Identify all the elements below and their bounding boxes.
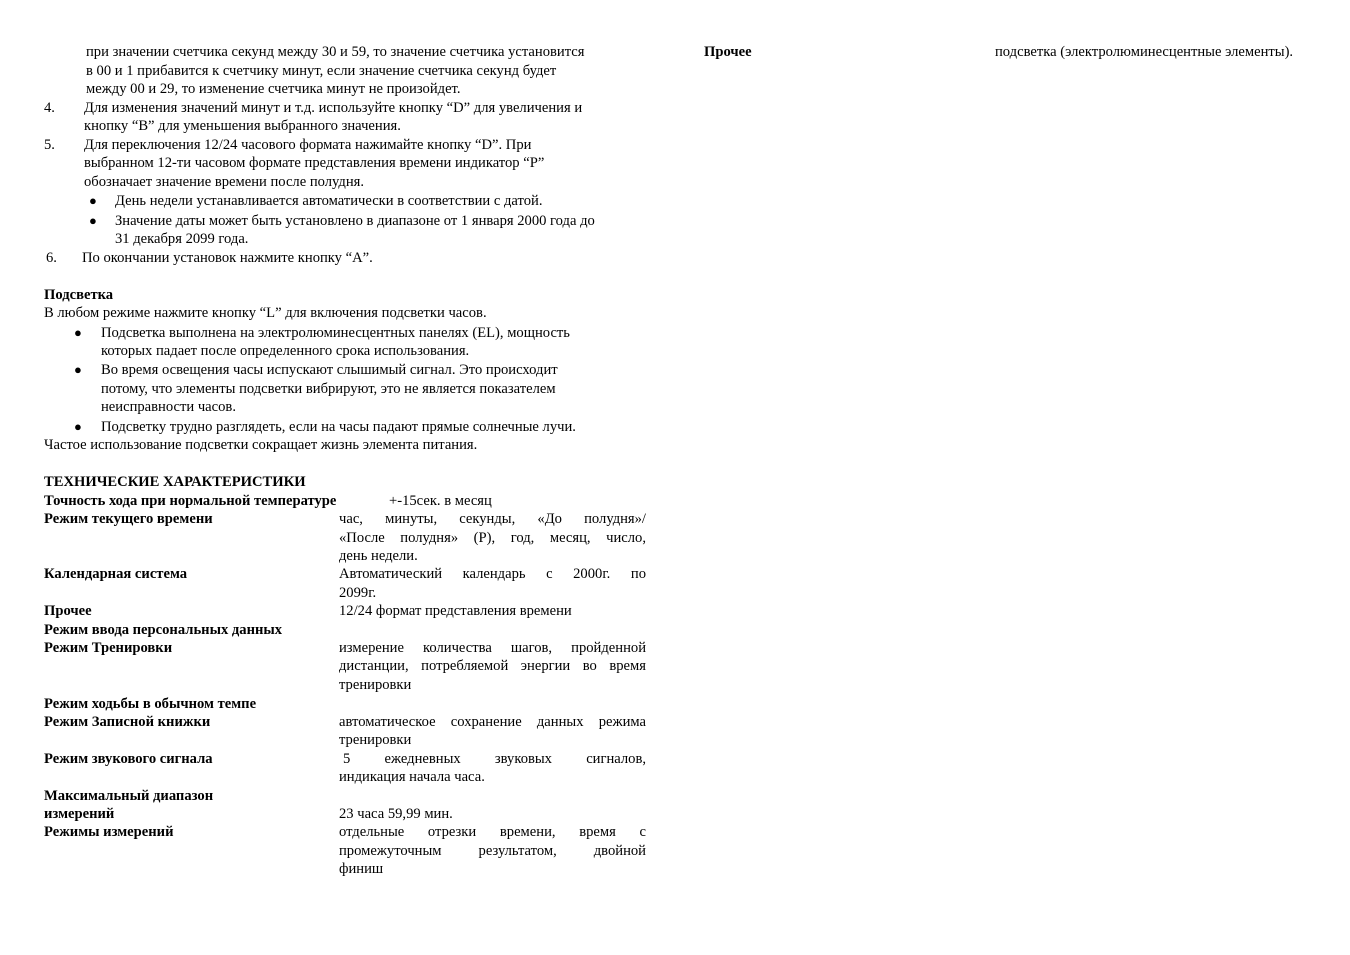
spec-value: +-15сек. в месяц [389, 493, 492, 509]
spec-value: отдельные отрезки времени, время с [339, 824, 646, 840]
bullet-dot: ● [89, 213, 97, 228]
step-line: Для переключения 12/24 часового формата нажимайте кнопку “D”. При [84, 137, 532, 153]
bullet-line: Во время освещения часы испускают слышимый сигнал. Это происходит [101, 362, 558, 378]
spec-label: Прочее [704, 44, 752, 60]
backlight-intro: В любом режиме нажмите кнопку “L” для включения подсветки часов. [44, 305, 487, 321]
step-line: кнопку “B” для уменьшения выбранного значения. [84, 118, 401, 134]
bullet-line: День недели устанавливается автоматически в соответствии с датой. [115, 193, 543, 209]
spec-value: дистанции, потребляемой энергии во время [339, 658, 646, 674]
section-title-backlight: Подсветка [44, 287, 114, 303]
spec-value: измерение количества шагов, пройденной [339, 640, 646, 656]
spec-value: финиш [339, 861, 384, 877]
bullet-line: неисправности часов. [101, 399, 236, 415]
spec-label: Режим ввода персональных данных [44, 622, 283, 638]
bullet-dot: ● [74, 362, 82, 377]
bullet-line: потому, что элементы подсветки вибрируют, это не является показателем [101, 381, 556, 397]
step-number: 6. [46, 250, 57, 266]
spec-value: промежуточным результатом, двойной [339, 843, 646, 859]
step-line: Для изменения значений минут и т.д. используйте кнопку “D” для увеличения и [84, 100, 583, 116]
spec-label: Прочее [44, 603, 92, 619]
spec-label: Календарная система [44, 566, 188, 582]
bullet-dot: ● [74, 419, 82, 434]
step-number: 4. [44, 100, 55, 116]
bullet-dot: ● [74, 325, 82, 340]
spec-label: Режим Записной книжки [44, 714, 211, 730]
spec-value: автоматическое сохранение данных режима [339, 714, 646, 730]
spec-label: Режим Тренировки [44, 640, 173, 656]
bullet-dot: ● [89, 193, 97, 208]
spec-label: Режим текущего времени [44, 511, 213, 527]
intro-line: при значении счетчика секунд между 30 и 59, то значение счетчика установится [86, 44, 585, 60]
backlight-outro: Частое использование подсветки сокращает жизнь элемента питания. [44, 437, 478, 453]
spec-value: 5 ежедневных звуковых сигналов, [343, 751, 646, 767]
bullet-line: Подсветка выполнена на электролюминесцентных панелях (EL), мощность [101, 325, 570, 341]
spec-value: подсветка (электролюминесцентные элементы). [995, 44, 1294, 60]
spec-value: «После полудня» (P), год, месяц, число, [339, 530, 646, 546]
bullet-line: Подсветку трудно разглядеть, если на часы падают прямые солнечные лучи. [101, 419, 576, 435]
spec-label: Максимальный диапазон [44, 788, 214, 804]
step-line: выбранном 12-ти часовом формате представления времени индикатор “P” [84, 155, 545, 171]
step-line: обозначает значение времени после полудня. [84, 174, 365, 190]
spec-label: Режим звукового сигнала [44, 751, 213, 767]
bullet-line: 31 декабря 2099 года. [115, 231, 249, 247]
spec-value: день недели. [339, 548, 418, 564]
spec-value: 23 часа 59,99 мин. [339, 806, 453, 822]
intro-line: между 00 и 29, то изменение счетчика минут не произойдет. [86, 81, 461, 97]
spec-label: измерений [44, 806, 115, 822]
spec-value: Автоматический календарь с 2000г. по [339, 566, 646, 582]
spec-label: Режимы измерений [44, 824, 174, 840]
step-number: 5. [44, 137, 55, 153]
bullet-line: которых падает после определенного срока использования. [101, 343, 470, 359]
spec-value: тренировки [339, 732, 412, 748]
spec-label: Режим ходьбы в обычном темпе [44, 696, 257, 712]
spec-value: 12/24 формат представления времени [339, 603, 572, 619]
intro-line: в 00 и 1 прибавится к счетчику минут, если значение счетчика секунд будет [86, 63, 557, 79]
step-line: По окончании установок нажмите кнопку “A”. [82, 250, 373, 266]
bullet-line: Значение даты может быть установлено в диапазоне от 1 января 2000 года до [115, 213, 595, 229]
spec-value: индикация начала часа. [339, 769, 485, 785]
spec-value: час, минуты, секунды, «До полудня»/ [339, 511, 646, 527]
section-title-specs: ТЕХНИЧЕСКИЕ ХАРАКТЕРИСТИКИ [44, 474, 306, 490]
spec-value: тренировки [339, 677, 412, 693]
spec-value: 2099г. [339, 585, 377, 601]
spec-label: Точность хода при нормальной температуре [44, 493, 337, 509]
